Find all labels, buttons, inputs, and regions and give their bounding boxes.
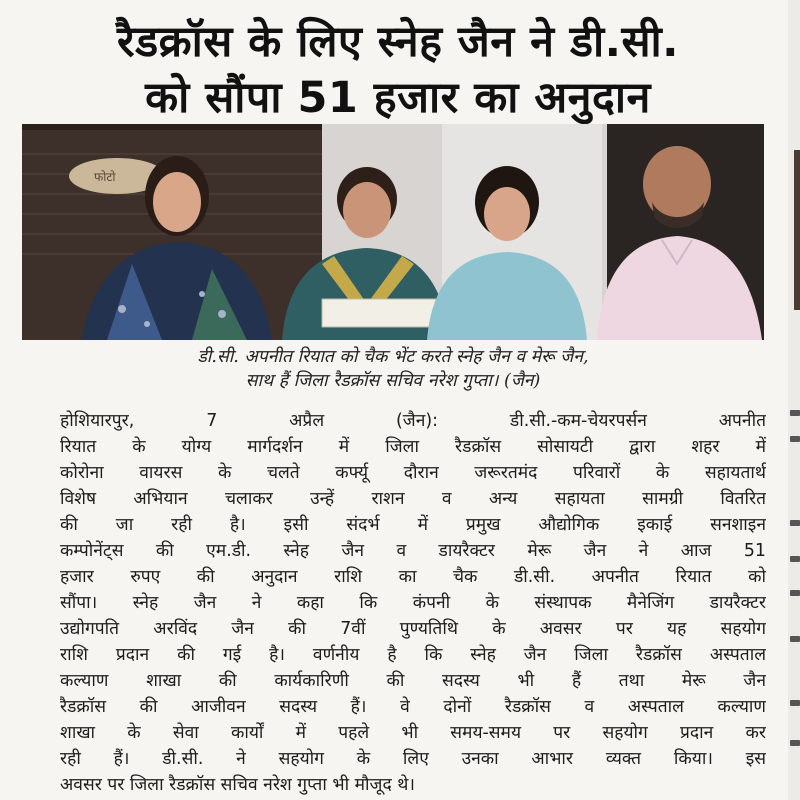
headline-line-2: को सौंपा 51 हजार का अनुदान	[145, 73, 651, 123]
edge-text-mark	[790, 740, 800, 746]
body-line: उद्योगपति अरविंद जैन की 7वीं पुण्यतिथि के अवसर पर यह सहयोग	[60, 619, 766, 639]
edge-text-mark	[790, 556, 800, 562]
news-photo	[22, 124, 764, 340]
edge-text-mark	[790, 520, 800, 526]
body-line: विशेष अभियान चलाकर उन्हें राशन व अन्य सहायता सामग्री वितरित	[60, 489, 766, 509]
body-line: होशियारपुर, 7 अप्रैल (जैन): डी.सी.-कम-चेयरपर्सन अपनीत	[60, 411, 766, 431]
adjacent-column-edge	[788, 0, 800, 800]
caption-line-2: साथ हैं जिला रैडक्रॉस सचिव नरेश गुप्ता। (जैन)	[245, 371, 541, 391]
body-line: अवसर पर जिला रैडक्रॉस सचिव नरेश गुप्ता भी मौजूद थे।	[60, 775, 415, 795]
body-line: कोरोना वायरस के चलते कर्फ्यू दौरान जरूरतमंद परिवारों के सहायतार्थ	[60, 463, 766, 483]
nameplate-text: फोटो	[94, 170, 116, 184]
body-line: कम्पोनेंट्स की एम.डी. स्नेह जैन व डायरैक्टर मेरू जैन ने आज 51	[60, 541, 766, 561]
body-line: सौंपा। स्नेह जैन ने कहा कि कंपनी के संस्थापक मैनेजिंग डायरैक्टर	[60, 593, 766, 613]
edge-text-mark	[790, 700, 800, 706]
body-line: रही हैं। डी.सी. ने सहयोग के लिए उनका आभार व्यक्त किया। इस	[60, 749, 766, 769]
body-line: रैडक्रॉस की आजीवन सदस्य हैं। वे दोनों रैडक्रॉस व अस्पताल कल्याण	[60, 697, 766, 717]
headline-line-1: रैडक्रॉस के लिए स्नेह जैन ने डी.सी.	[116, 17, 679, 67]
body-line: हजार रुपए की अनुदान राशि का चैक डी.सी. अपनीत रियात को	[60, 567, 766, 587]
body-line: कल्याण शाखा की कार्यकारिणी की सदस्य भी हैं तथा मेरू जैन	[60, 671, 766, 691]
photo-illustration	[22, 124, 764, 340]
article-body	[60, 408, 766, 798]
edge-text-mark	[790, 636, 800, 642]
body-line: शाखा के सेवा कार्यों में पहले भी समय-समय पर सहयोग प्रदान कर	[60, 723, 766, 743]
caption-line-1: डी.सी. अपनीत रियात को चैक भेंट करते स्नेह जैन व मेरू जैन,	[197, 347, 589, 367]
headline	[18, 14, 778, 126]
body-line: रियात के योग्य मार्गदर्शन में जिला रैडक्रॉस सोसायटी द्वारा शहर में	[60, 437, 766, 457]
edge-text-mark	[790, 590, 800, 596]
edge-text-mark	[790, 410, 800, 416]
body-line: की जा रही है। इसी संदर्भ में प्रमुख औद्योगिक इकाई सनशाइन	[60, 515, 766, 535]
edge-text-mark	[790, 436, 800, 442]
body-line: राशि प्रदान की गई है। वर्णनीय है कि स्नेह जैन जिला रैडक्रॉस अस्पताल	[60, 645, 766, 665]
adjacent-photo-edge	[794, 150, 800, 310]
photo-caption	[22, 345, 764, 393]
